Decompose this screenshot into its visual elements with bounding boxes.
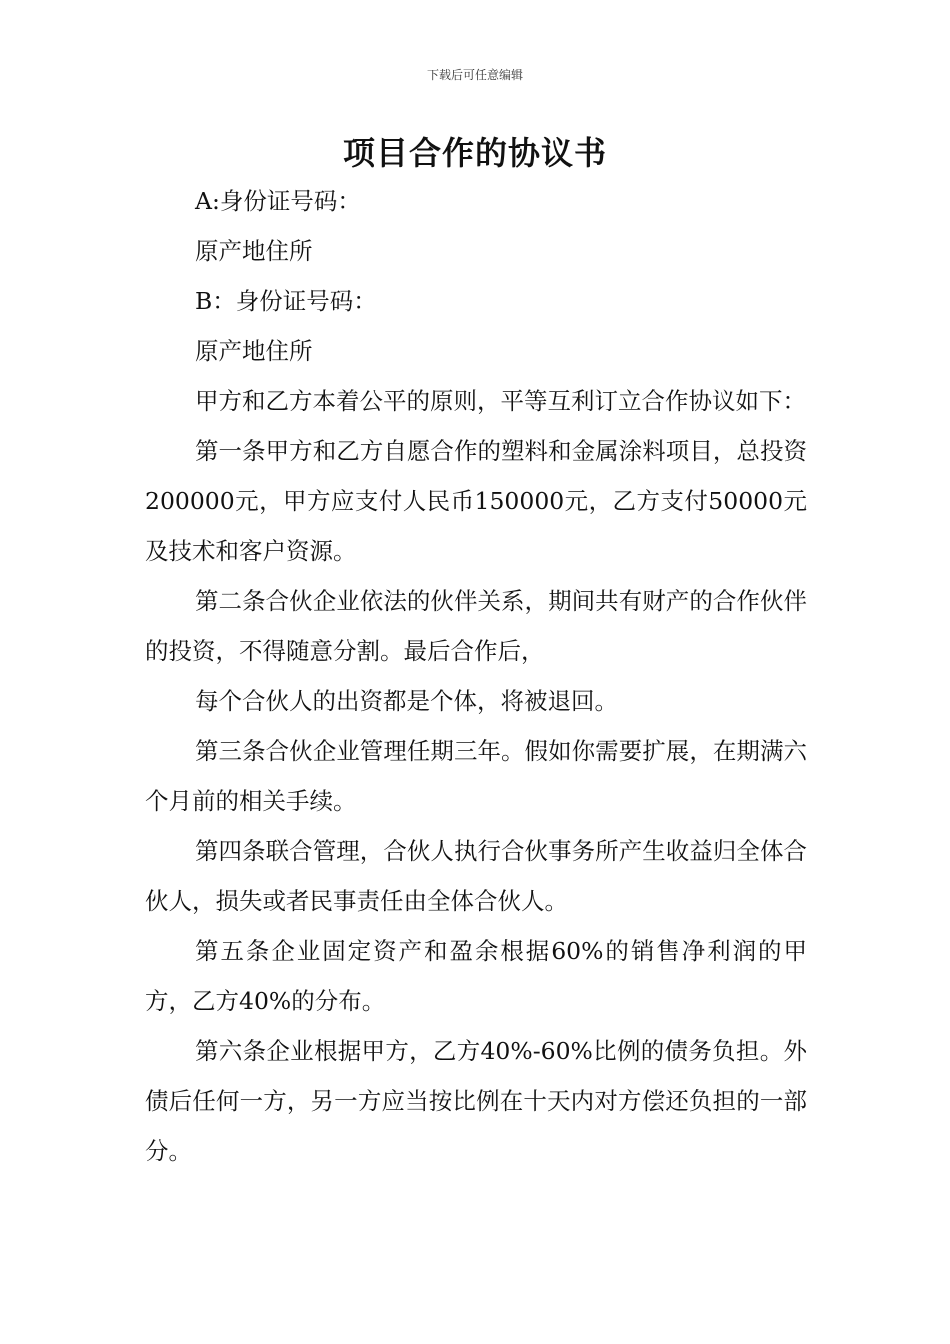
party-a-id-line: A:身份证号码： <box>195 187 361 215</box>
article-2: 第二条合伙企业依法的伙伴关系，期间共有财产的合作伙伴的投资，不得随意分割。最后合作后， <box>145 587 807 665</box>
article-5: 第五条企业固定资产和盈余根据60%的销售净利润的甲方，乙方40%的分布。 <box>145 937 807 1015</box>
article-6: 第六条企业根据甲方，乙方40%-60%比例的债务负担。外债后任何一方，另一方应当按比例在十天内对方偿还负担的一部分。 <box>145 1037 807 1165</box>
document-title: 项目合作的协议书 <box>342 134 607 172</box>
article-3: 第三条合伙企业管理任期三年。假如你需要扩展，在期满六个月前的相关手续。 <box>145 737 807 815</box>
article-4: 第四条联合管理，合伙人执行合伙事务所产生收益归全体合伙人，损失或者民事责任由全体合伙人。 <box>145 837 807 915</box>
party-b-address-line: 原产地住所 <box>195 337 313 365</box>
intro-paragraph: 甲方和乙方本着公平的原则，平等互利订立合作协议如下： <box>195 387 806 415</box>
article-2-continuation: 每个合伙人的出资都是个体，将被退回。 <box>195 687 618 715</box>
party-b-id-line: B：身份证号码： <box>195 287 377 315</box>
header-note: 下载后可任意编辑 <box>426 68 523 82</box>
party-a-address-line: 原产地住所 <box>195 237 313 265</box>
document-body <box>145 176 807 1176</box>
article-1: 第一条甲方和乙方自愿合作的塑料和金属涂料项目，总投资200000元，甲方应支付人民币150000元，乙方支付50000元及技术和客户资源。 <box>145 437 807 565</box>
